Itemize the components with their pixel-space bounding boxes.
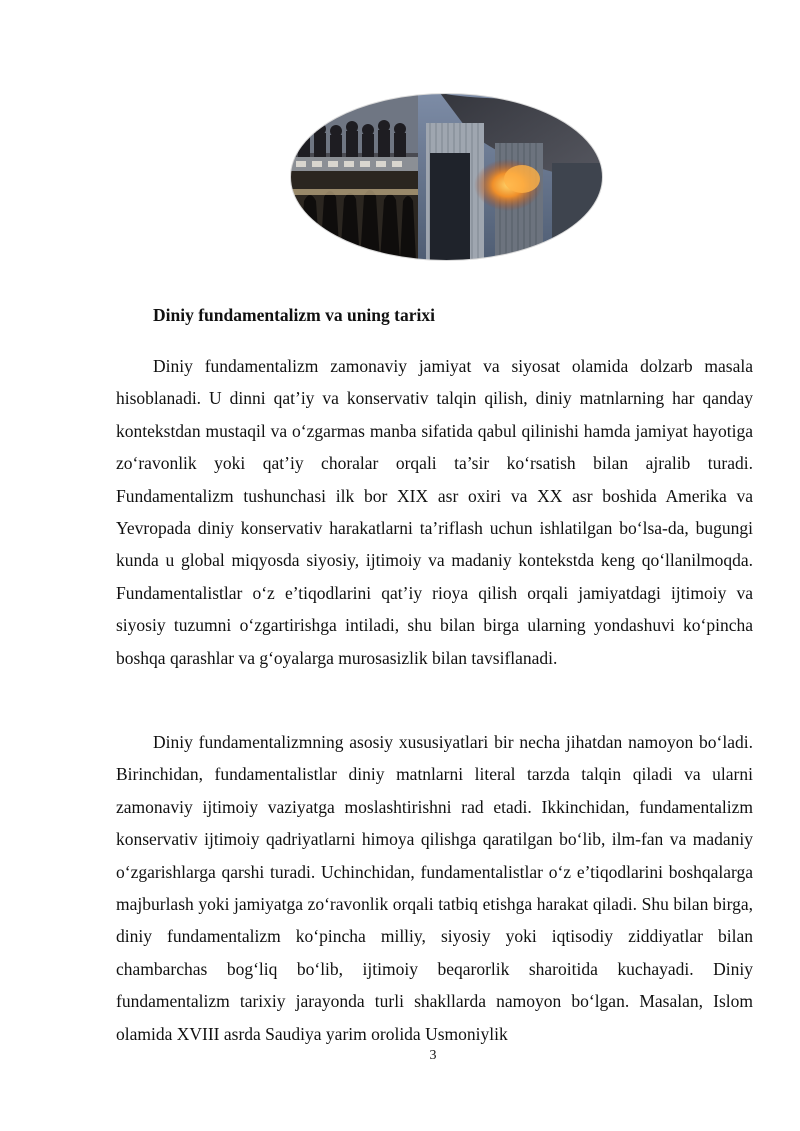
page-number: 3 [429,1048,437,1063]
section-heading: Diniy fundamentalizm va uning tarixi [153,305,435,325]
collage-photo-icon [290,93,603,261]
paragraph-2: Diniy fundamentalizmning asosiy xususiyatlari bir necha jihatdan namoyon bo‘ladi. Birinchidan, fundamentalistlar diniy matnlarni literal tarzda talqin qiladi va ularni zamonaviy ijtimoiy vaziyatga moslashtirishni rad etadi. Ikkinchidan, fundamentalizm konservativ ijtimoiy qadriyatlarni himoya qilishga qaratilgan bo‘lib, ilm-fan va madaniy o‘zgarishlarga qarshi turadi. Uchinchidan, fundamentalistlar o‘z e’tiqodlarini boshqalarga majburlash yoki jamiyatga zo‘ravonlik orqali tatbiq etishga harakat qiladi. Shu bilan birga, diniy fundamentalizm ko‘pincha milliy, siyosiy yoki iqtisodiy ziddiyatlar bilan chambarchas bog‘liq bo‘lib, ijtimoiy beqarorlik sharoitida kuchayadi. Diniy fundamentalizm tarixiy jarayonda turli shakllarda namoyon bo‘lgan. Masalan, Islom olamida XVIII asrda Saudiya yarim orolida Usmoniylik [116,732,753,1044]
paragraph-1: Diniy fundamentalizm zamonaviy jamiyat va siyosat olamida dolzarb masala hisoblanadi. U dinni qat’iy va konservativ talqin qilish, diniy matnlarning har qanday kontekstdan mustaqil va o‘zgarmas manba sifatida qabul qilinishi hamda jamiyat hayotiga zo‘ravonlik yoki qat’iy choralar orqali ta’sir ko‘rsatish bilan ajralib turadi. Fundamentalizm tushunchasi ilk bor XIX asr oxiri va XX asr boshida Amerika va Yevropada diniy konservativ harakatlarni ta’riflash uchun ishlatilgan bo‘lsa-da, bugungi kunda u global miqyosda siyosiy, ijtimoiy va madaniy kontekstda keng qo‘llanilmoqda. Fundamentalistlar o‘z e’tiqodlarini qat’iy rioya qilish orqali jamiyatdagi ijtimoiy va siyosiy tuzumni o‘zgartirishga intiladi, shu bilan birga ularning yondashuvi ko‘pincha boshqa qarashlar va g‘oyalarga murosasizlik bilan tavsiflanadi. [116,356,753,668]
